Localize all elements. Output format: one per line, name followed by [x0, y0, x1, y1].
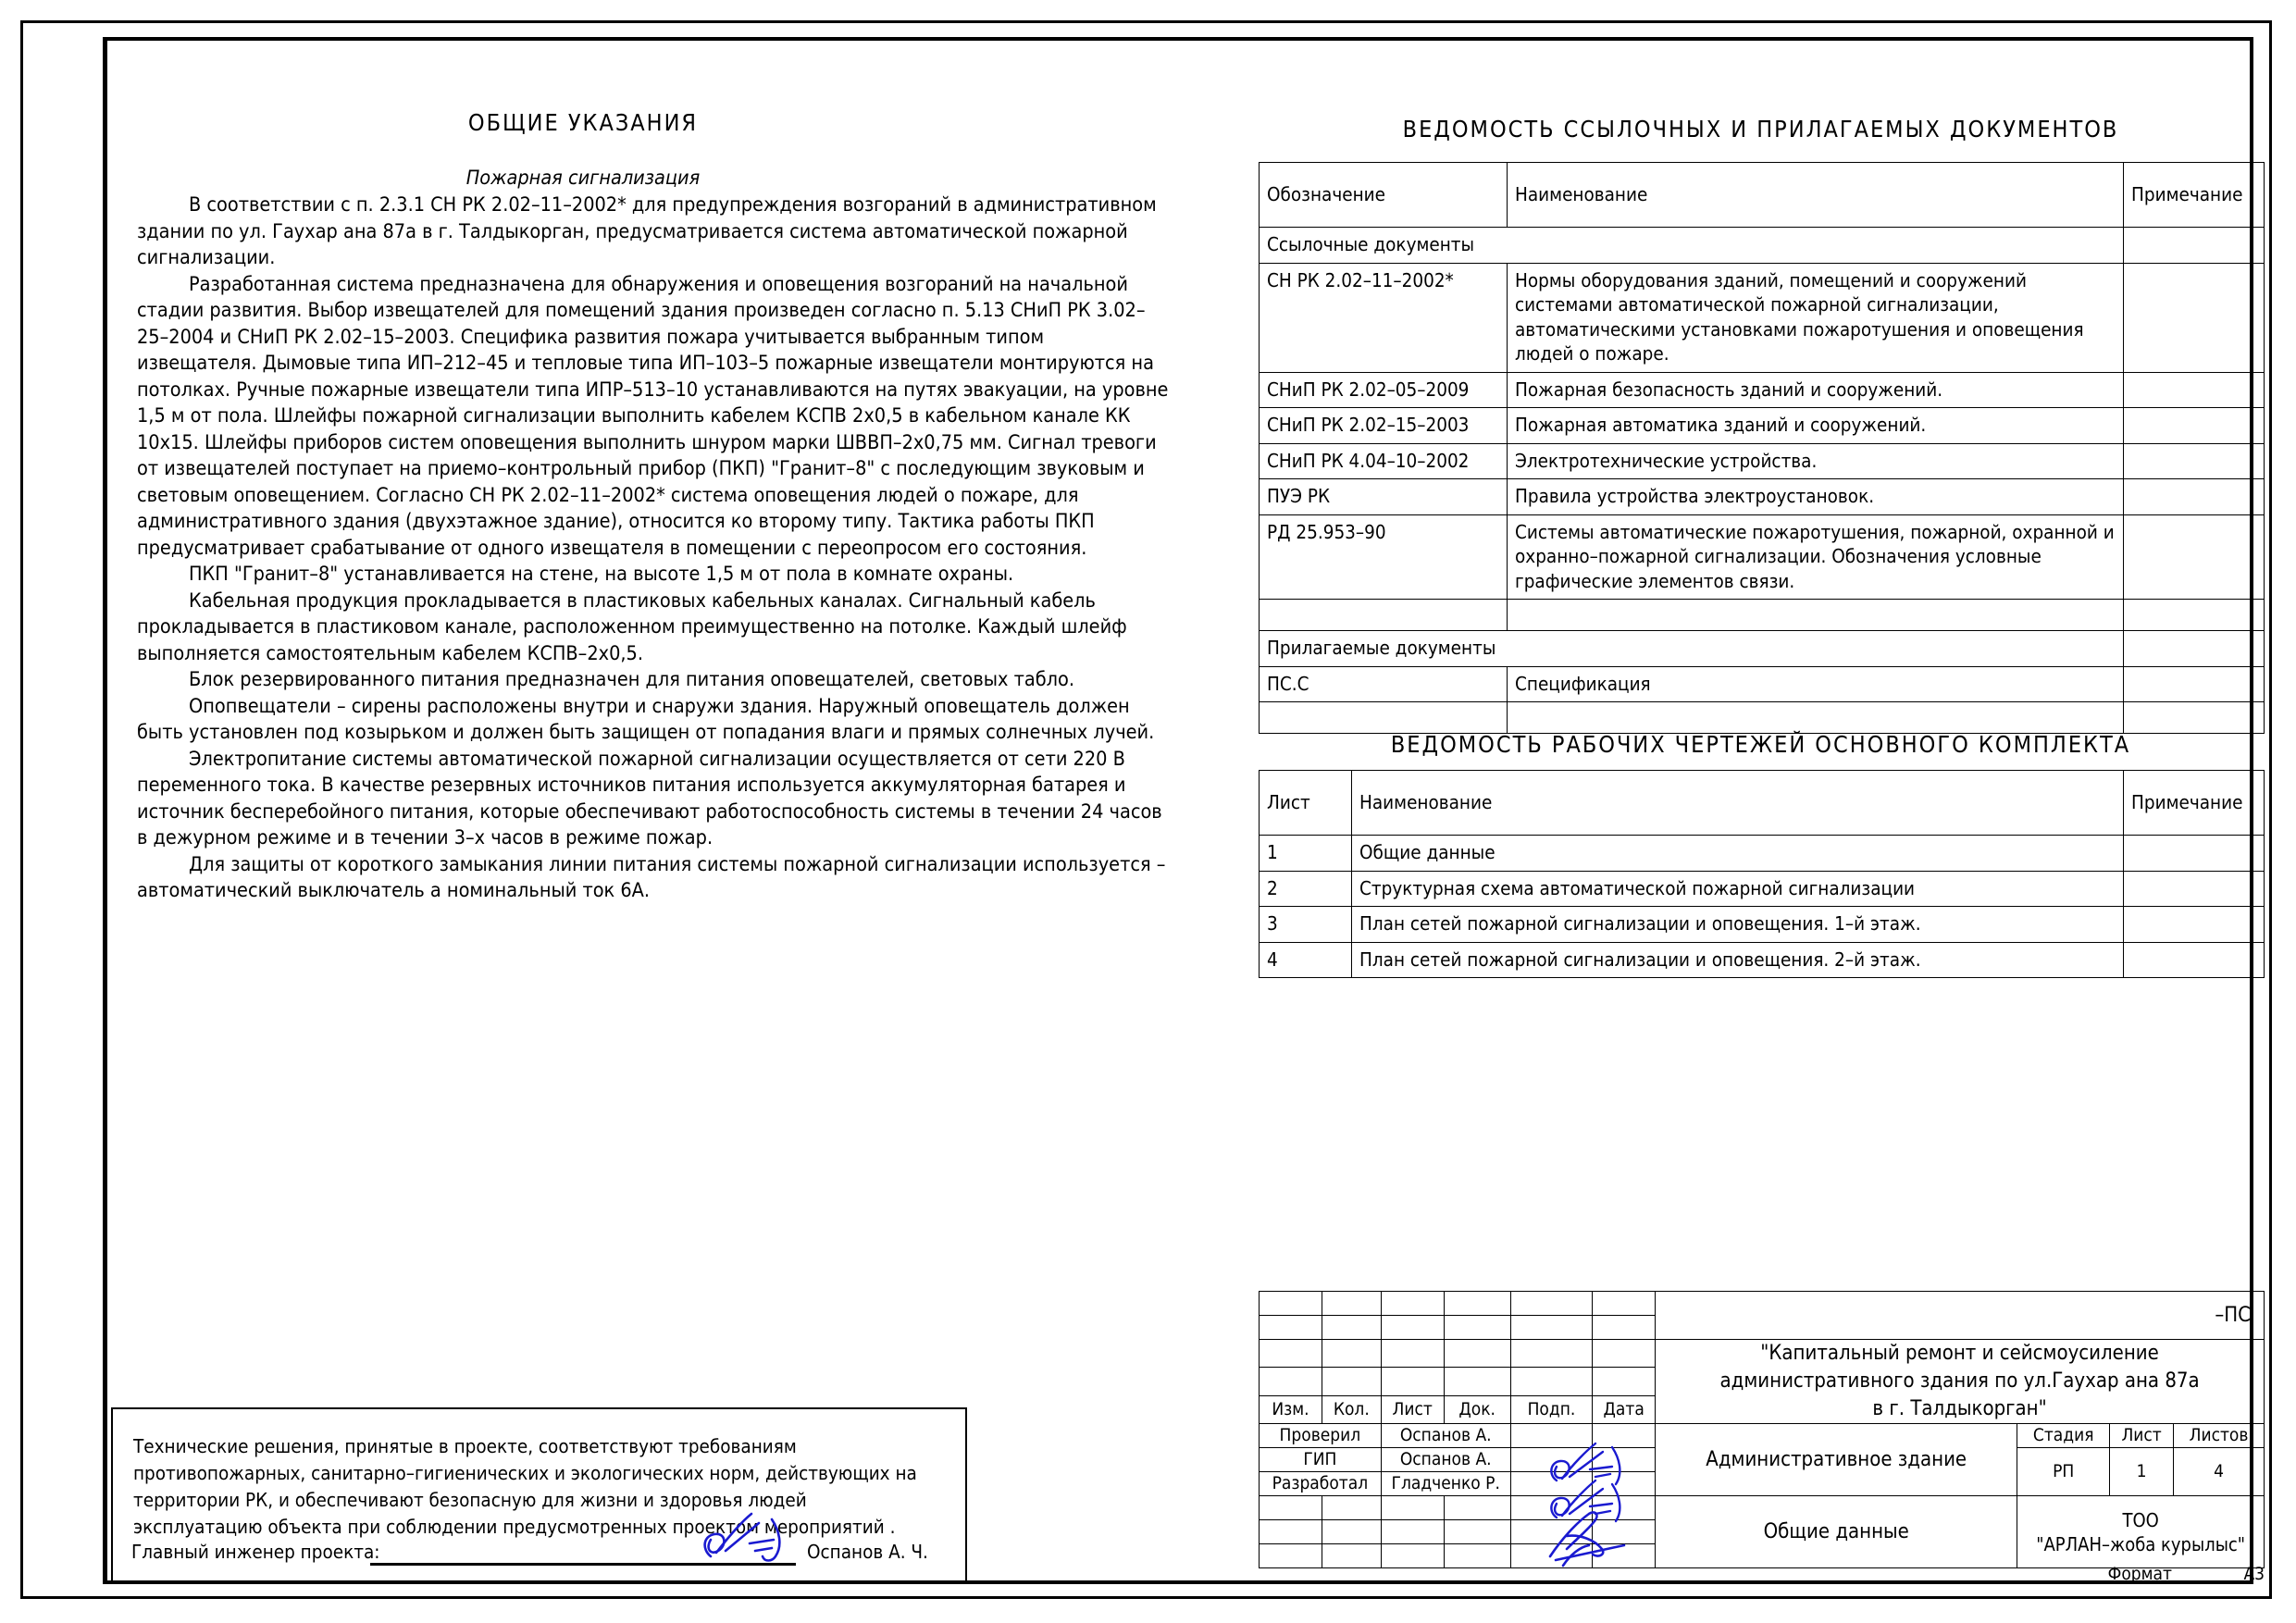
- row-designation: СН РК 2.02–11–2002*: [1260, 263, 1508, 372]
- row-note: [2124, 443, 2265, 479]
- organization-name: [2017, 1496, 2265, 1568]
- signature-rule: [370, 1563, 796, 1566]
- rev-cell: [1381, 1292, 1444, 1316]
- role-date-cell: [1593, 1472, 1656, 1496]
- row-name: Электротехнические устройства.: [1508, 443, 2124, 479]
- project-title: [1656, 1340, 2265, 1424]
- row-designation: [1260, 702, 1508, 734]
- section-header-row: [1260, 631, 2265, 667]
- org-line-1: ТОО: [2122, 1508, 2159, 1531]
- reference-documents-table: [1259, 162, 2265, 734]
- rev-cell: [1322, 1496, 1381, 1520]
- row-note: [2124, 871, 2265, 907]
- role-person: Гладченко Р.: [1381, 1472, 1510, 1496]
- note-line: территории РК, и обеспечивают безопасную для жизни и здоровья людей: [133, 1489, 807, 1511]
- row-name: Нормы оборудования зданий, помещений и сооружений системами автоматической пожарной сигнализации, автоматическими установками пожаротушения и оповещения людей о пожаре.: [1508, 263, 2124, 372]
- role-date-cell: [1593, 1424, 1656, 1448]
- role-signature-cell: [1510, 1448, 1593, 1472]
- row-name: Пожарная автоматика зданий и сооружений.: [1508, 408, 2124, 444]
- role-person: Оспанов А.: [1381, 1448, 1510, 1472]
- rev-cell: [1260, 1368, 1322, 1395]
- row-note: [2124, 836, 2265, 872]
- sheet-header: Лист: [2110, 1424, 2174, 1448]
- table-row: [1260, 666, 2265, 702]
- rev-cell: [1322, 1520, 1381, 1544]
- table-header-row: [1260, 771, 2265, 836]
- table-row: [1260, 514, 2265, 600]
- column-header-note: Примечание: [2124, 771, 2265, 836]
- role-label: Разработал: [1260, 1472, 1382, 1496]
- row-note: [2124, 666, 2265, 702]
- column-header-name: Наименование: [1352, 771, 2124, 836]
- row-designation: ПС.С: [1260, 666, 1508, 702]
- rev-cell: [1593, 1368, 1656, 1395]
- section-label-attached-docs: Прилагаемые документы: [1260, 631, 2124, 667]
- row-sheet-number: 3: [1260, 907, 1352, 943]
- rev-cell: [1444, 1316, 1510, 1340]
- org-line-2: "АРЛАН–жоба курылыс": [2036, 1532, 2246, 1555]
- row-designation: СНиП РК 2.02–05–2009: [1260, 372, 1508, 408]
- rev-cell: [1322, 1340, 1381, 1368]
- format-row: [1259, 1564, 2265, 1584]
- rev-cell: [1510, 1496, 1593, 1520]
- document-name: Общие данные: [1656, 1496, 2017, 1568]
- row-note: [2124, 702, 2265, 734]
- table-row: [1260, 942, 2265, 978]
- sheets-header: Листов: [2174, 1424, 2265, 1448]
- rev-cell: [1260, 1520, 1322, 1544]
- row-name: Пожарная безопасность зданий и сооружений.: [1508, 372, 2124, 408]
- project-title-line: "Капитальный ремонт и сейсмоусиление: [1760, 1342, 2159, 1365]
- row-note: [2124, 907, 2265, 943]
- stamp-footer-row: [1260, 1496, 2265, 1520]
- format-value: А3: [2243, 1564, 2265, 1584]
- row-name: [1508, 702, 2124, 734]
- section-note-cell: [2124, 631, 2265, 667]
- rev-header-kol: Кол.: [1322, 1395, 1381, 1423]
- rev-cell: [1260, 1340, 1322, 1368]
- row-name: Системы автоматические пожаротушения, пожарной, охранной и охранно–пожарной сигнализации. Обозначения условные графические элементов связи.: [1508, 514, 2124, 600]
- stamp-rev-row: [1260, 1292, 2265, 1316]
- column-header-sheet: Лист: [1260, 771, 1352, 836]
- paragraph: Блок резервированного питания предназначен для питания оповещателей, световых табло.: [189, 668, 1075, 691]
- rev-header-podp: Подп.: [1510, 1395, 1593, 1423]
- table-row: [1260, 479, 2265, 515]
- general-instructions-body: [137, 192, 1169, 905]
- table-row: [1260, 372, 2265, 408]
- project-title-line: административного здания по ул.Гаухар ана 87а: [1719, 1369, 2200, 1393]
- rev-cell: [1322, 1292, 1381, 1316]
- table-row: [1260, 871, 2265, 907]
- paragraph: Электропитание системы автоматической пожарной сигнализации осуществляется от сети 220 В переменного тока. В качестве резервных источников питания используется аккумуляторная батарея и источник бесперебойного питания, которые обеспечивают работоспособность системы в течении 24 часов в дежурном режиме и в течении 3–х часов в режиме пожар.: [137, 747, 1162, 849]
- compliance-note-text: [133, 1433, 952, 1541]
- row-note: [2124, 942, 2265, 978]
- rev-cell: [1593, 1292, 1656, 1316]
- rev-cell: [1510, 1340, 1593, 1368]
- row-note: [2124, 514, 2265, 600]
- paragraph: ПКП "Гранит–8" устанавливается на стене, на высоте 1,5 м от пола в комнате охраны.: [189, 563, 1014, 586]
- rev-cell: [1381, 1520, 1444, 1544]
- paragraph: Опопвещатели – сирены расположены внутри и снаружи здания. Наружный оповещатель должен быть установлен под козырьком и должен быть защищен от попадания влаги и прямых солнечных лучей.: [137, 694, 1155, 744]
- reference-documents-title: ВЕДОМОСТЬ ССЫЛОЧНЫХ И ПРИЛАГАЕМЫХ ДОКУМЕНТОВ: [1402, 116, 2119, 142]
- row-sheet-number: 4: [1260, 942, 1352, 978]
- rev-header-dok: Док.: [1444, 1395, 1510, 1423]
- rev-cell: [1593, 1496, 1656, 1520]
- column-header-designation: Обозначение: [1260, 163, 1508, 228]
- rev-cell: [1510, 1292, 1593, 1316]
- rev-cell: [1444, 1520, 1510, 1544]
- rev-header-izm: Изм.: [1260, 1395, 1322, 1423]
- rev-cell: [1593, 1316, 1656, 1340]
- row-name: Структурная схема автоматической пожарной сигнализации: [1352, 871, 2124, 907]
- rev-cell: [1322, 1316, 1381, 1340]
- paragraph: Для защиты от короткого замыкания линии питания системы пожарной сигнализации используется – автоматический выключатель а номинальный ток 6А.: [137, 852, 1166, 902]
- rev-cell: [1444, 1368, 1510, 1395]
- note-line: эксплуатацию объекта при соблюдении предусмотренных проектом мероприятий .: [133, 1516, 896, 1538]
- rev-cell: [1510, 1316, 1593, 1340]
- row-sheet-number: 2: [1260, 871, 1352, 907]
- project-title-line: в г. Талдыкорган": [1872, 1397, 2047, 1420]
- section-note-cell: [2124, 228, 2265, 264]
- rev-cell: [1593, 1340, 1656, 1368]
- row-sheet-number: 1: [1260, 836, 1352, 872]
- role-person: Оспанов А.: [1381, 1424, 1510, 1448]
- row-name: План сетей пожарной сигнализации и оповещения. 2–й этаж.: [1352, 942, 2124, 978]
- title-block-table: [1259, 1291, 2265, 1568]
- row-note: [2124, 479, 2265, 515]
- stage-value: РП: [2017, 1448, 2110, 1496]
- role-label: Проверил: [1260, 1424, 1382, 1448]
- row-designation: РД 25.953–90: [1260, 514, 1508, 600]
- table-header-row: [1260, 163, 2265, 228]
- section-label-reference-docs: Ссылочные документы: [1260, 228, 2124, 264]
- rev-cell: [1260, 1496, 1322, 1520]
- table-row-empty: [1260, 600, 2265, 631]
- chief-engineer-label: Главный инженер проекта:: [131, 1541, 380, 1563]
- role-label: ГИП: [1260, 1448, 1382, 1472]
- row-name: Спецификация: [1508, 666, 2124, 702]
- rev-cell: [1593, 1520, 1656, 1544]
- table-row: [1260, 907, 2265, 943]
- rev-cell: [1444, 1292, 1510, 1316]
- table-row: [1260, 263, 2265, 372]
- table-row: [1260, 836, 2265, 872]
- row-note: [2124, 600, 2265, 631]
- row-note: [2124, 372, 2265, 408]
- paragraph: Разработанная система предназначена для обнаружения и оповещения возгораний на начальной стадии развития. Выбор извещателей для помещений здания произведен согласно п. 5.13 СНиП РК 3.02–25–2004 и СНиП РК 2.02–15–2003. Специфика развития пожара учитывается выбранным типом извещателя. Дымовые типа ИП–212–45 и тепловые типа ИП–103–5 пожарные извещатели монтируются на потолках. Ручные пожарные извещатели типа ИПР–513–10 устанавливаются на путях эвакуации, на уровне 1,5 м от пола. Шлейфы пожарной сигнализации выполнить кабелем КСПВ 2х0,5 в кабельном канале КК 10х15. Шлейфы приборов систем оповещения выполнить шнуром марки ШВВП–2х0,75 мм. Сигнал тревоги от извещателей поступает на приемо–контрольный прибор (ПКП) "Гранит–8" с последующим звуковым и световым оповещением. Согласно СН РК 2.02–11–2002* система оповещения людей о пожаре, для административного здания (двухэтажное здание), относится ко второму типу. Тактика работы ПКП предусматривает срабатывание от одного извещателя в помещении с переопросом его состояния.: [137, 272, 1169, 560]
- row-designation: СНиП РК 2.02–15–2003: [1260, 408, 1508, 444]
- stamp-role-row: [1260, 1424, 2265, 1448]
- general-instructions-title: ОБЩИЕ УКАЗАНИЯ: [467, 109, 699, 136]
- paragraph: Кабельная продукция прокладывается в пластиковых кабельных каналах. Сигнальный кабель прокладывается в пластиковом канале, расположенном преимущественно на потолке. Каждый шлейф выполняется самостоятельным кабелем КСПВ–2х0,5.: [137, 588, 1127, 665]
- row-note: [2124, 408, 2265, 444]
- rev-cell: [1260, 1316, 1322, 1340]
- rev-cell: [1381, 1316, 1444, 1340]
- rev-cell: [1444, 1340, 1510, 1368]
- format-label: Формат: [2107, 1564, 2172, 1584]
- working-drawings-title: ВЕДОМОСТЬ РАБОЧИХ ЧЕРТЕЖЕЙ ОСНОВНОГО КОМПЛЕКТА: [1390, 731, 2131, 758]
- section-header-row: [1260, 228, 2265, 264]
- table-row: [1260, 408, 2265, 444]
- rev-header-data: Дата: [1593, 1395, 1656, 1423]
- rev-cell: [1510, 1368, 1593, 1395]
- rev-cell: [1510, 1520, 1593, 1544]
- rev-cell: [1381, 1496, 1444, 1520]
- rev-cell: [1381, 1368, 1444, 1395]
- note-line: противопожарных, санитарно–гигиенических и экологических норм, действующих на: [133, 1462, 917, 1484]
- stage-header: Стадия: [2017, 1424, 2110, 1448]
- row-designation: ПУЭ РК: [1260, 479, 1508, 515]
- table-row-empty: [1260, 702, 2265, 734]
- rev-cell: [1322, 1368, 1381, 1395]
- chief-engineer-name: Оспанов А. Ч.: [807, 1541, 928, 1563]
- column-header-name: Наименование: [1508, 163, 2124, 228]
- row-name: Правила устройства электроустановок.: [1508, 479, 2124, 515]
- working-drawings-table: [1259, 770, 2265, 978]
- row-name: [1508, 600, 2124, 631]
- title-block: [1259, 1291, 2265, 1555]
- row-name: План сетей пожарной сигнализации и оповещения. 1–й этаж.: [1352, 907, 2124, 943]
- row-designation: [1260, 600, 1508, 631]
- general-instructions-subtitle: Пожарная сигнализация: [465, 167, 701, 190]
- document-code: –ПС: [1656, 1292, 2265, 1340]
- column-header-note: Примечание: [2124, 163, 2265, 228]
- sheet-value: 1: [2110, 1448, 2174, 1496]
- rev-cell: [1444, 1496, 1510, 1520]
- role-signature-cell: [1510, 1472, 1593, 1496]
- row-designation: СНиП РК 4.04–10–2002: [1260, 443, 1508, 479]
- paragraph: В соответствии с п. 2.3.1 СН РК 2.02–11–2002* для предупреждения возгораний в административном здании по ул. Гаухар ана 87а в г. Талдыкорган, предусматривается система автоматической пожарной сигнализации.: [137, 193, 1157, 269]
- role-signature-cell: [1510, 1424, 1593, 1448]
- object-name: Административное здание: [1656, 1424, 2017, 1496]
- note-line: Технические решения, принятые в проекте, соответствуют требованиям: [133, 1435, 797, 1457]
- role-date-cell: [1593, 1448, 1656, 1472]
- rev-cell: [1381, 1340, 1444, 1368]
- row-name: Общие данные: [1352, 836, 2124, 872]
- row-note: [2124, 263, 2265, 372]
- table-row: [1260, 443, 2265, 479]
- stamp-rev-row: [1260, 1340, 2265, 1368]
- rev-cell: [1260, 1292, 1322, 1316]
- rev-header-list: Лист: [1381, 1395, 1444, 1423]
- sheets-value: 4: [2174, 1448, 2265, 1496]
